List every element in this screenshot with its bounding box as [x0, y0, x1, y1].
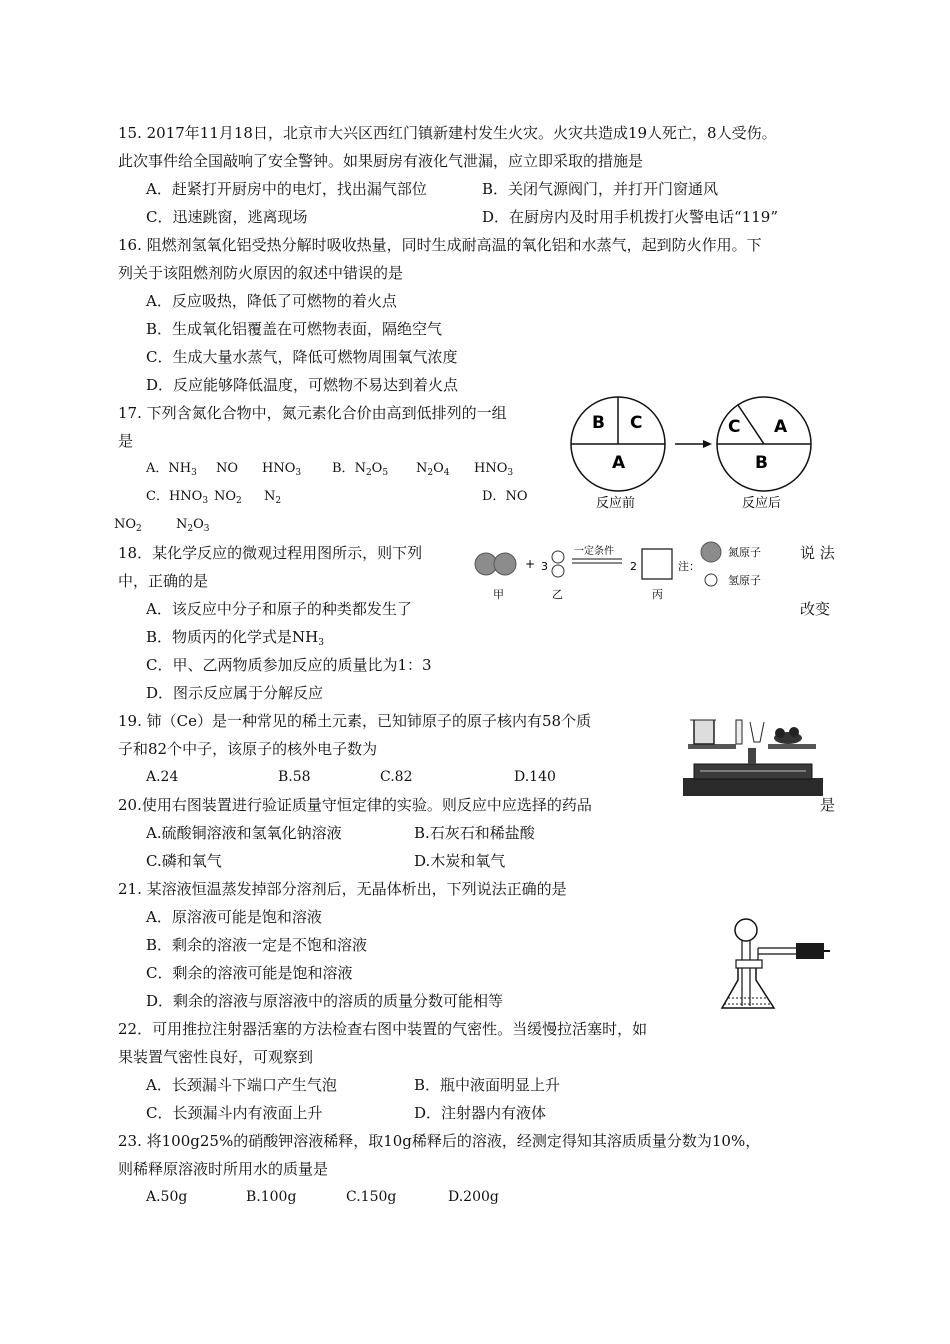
- molecule-bing-box: [642, 549, 672, 579]
- q22-option-d: D．注射器内有液体: [414, 1104, 547, 1122]
- legend-hydrogen-atom: [705, 574, 717, 586]
- q20-option-c: C.磷和氧气: [146, 852, 222, 870]
- q22-stem-line2: 果装置气密性良好，可观察到: [118, 1048, 314, 1066]
- q17-option-b-f3: $HNO_3$: [474, 461, 514, 478]
- molecule-yi: [552, 551, 564, 577]
- q15-option-a: A．赶紧打开厨房中的电灯，找出漏气部位: [146, 180, 427, 198]
- q16-option-a: A．反应吸热，降低了可燃物的着火点: [146, 292, 397, 310]
- q18-option-d: D．图示反应属于分解反应: [146, 684, 324, 702]
- caption-before: 反应前: [596, 496, 636, 511]
- q20-option-b: B.石灰石和稀盐酸: [414, 824, 535, 842]
- after-a-label: A: [774, 417, 788, 437]
- q22-option-c: C．长颈漏斗内有液面上升: [146, 1104, 323, 1122]
- q22-stem-line1: 22．可用推拉注射器活塞的方法检查右图中装置的气密性。当缓慢拉活塞时，如: [118, 1020, 648, 1038]
- q23-option-b: B.100g: [246, 1189, 297, 1205]
- q17-option-a-f3: $HNO_3$: [262, 461, 302, 478]
- before-b-label: B: [592, 413, 605, 433]
- q15-option-d: D．在厨房内及时用手机拨打火警电话“119”: [482, 208, 778, 226]
- q21-option-d: D．剩余的溶液与原溶液中的溶质的质量分数可能相等: [146, 992, 504, 1010]
- caption-after: 反应后: [742, 496, 782, 511]
- q18-molecule-figure: [470, 534, 780, 604]
- before-a-label: A: [612, 453, 626, 473]
- q21-option-a: A．原溶液可能是饱和溶液: [146, 908, 322, 926]
- q15-option-c: C．迅速跳窗，逃离现场: [146, 208, 308, 226]
- q18-stem-line2: 中，正确的是: [118, 572, 209, 590]
- coef-bing: 2: [630, 560, 637, 573]
- q17-option-a-f2: NO: [216, 461, 239, 476]
- reaction-arrow: [675, 440, 712, 448]
- q23-stem-line1: 23. 将100g25%的硝酸钾溶液稀释，取10g稀释后的溶液，经测定得知其溶质质量分数为10%，: [118, 1132, 761, 1150]
- q15-stem-line1: 15. 2017年11月18日，北京市大兴区西红门镇新建村发生火灾。火灾共造成19人死亡，8人受伤。: [118, 124, 777, 142]
- q17-option-d-f3: $N_2O_3$: [176, 517, 210, 534]
- after-circle: [717, 397, 811, 491]
- q18-option-c: C．甲、乙两物质参加反应的质量比为1：3: [146, 656, 432, 674]
- legend-hydrogen-label: 氢原子: [728, 574, 761, 587]
- condition-label: 一定条件: [574, 546, 614, 557]
- q16-stem-line2: 列关于该阻燃剂防火原因的叙述中错误的是: [118, 264, 404, 282]
- q19-stem-line1: 19. 铈（Ce）是一种常见的稀土元素，已知铈原子的原子核内有58个质: [118, 712, 592, 730]
- legend-nitrogen-atom: [701, 542, 721, 562]
- q23-option-c: C.150g: [346, 1189, 397, 1205]
- label-yi: 乙: [552, 588, 563, 601]
- q21-option-b: B．剩余的溶液一定是不饱和溶液: [146, 936, 368, 954]
- q17-reaction-figure: [566, 388, 826, 518]
- q17-option-b: B．$N_2O_5$: [332, 461, 389, 478]
- coef-yi: 3: [541, 560, 548, 573]
- q18-option-b: B．物质丙的化学式是$NH_3$: [146, 628, 324, 648]
- q18-stem-line1-tail: 说 法: [800, 544, 835, 562]
- molecule-jia: [475, 553, 516, 575]
- q19-option-c: C.82: [380, 769, 413, 785]
- after-c-label: C: [728, 417, 741, 437]
- q16-option-c: C．生成大量水蒸气，降低可燃物周围氧气浓度: [146, 348, 458, 366]
- label-jia: 甲: [493, 588, 504, 601]
- q17-option-a: A．$NH_3$: [146, 461, 197, 478]
- q20-option-d: D.木炭和氧气: [414, 852, 506, 870]
- q19-stem-line2: 子和82个中子，该原子的核外电子数为: [118, 740, 378, 758]
- q15-stem-line2: 此次事件给全国敲响了安全警钟。如果厨房有液化气泄漏，应立即采取的措施是: [118, 152, 644, 170]
- q17-option-b-f2: $N_2O_4$: [416, 461, 450, 478]
- q21-stem-line1: 21. 某溶液恒温蒸发掉部分溶剂后，无晶体析出，下列说法正确的是: [118, 880, 567, 898]
- q19-option-a: A.24: [146, 769, 179, 785]
- q21-option-c: C．剩余的溶液可能是饱和溶液: [146, 964, 353, 982]
- q17-option-d: D．NO: [482, 489, 528, 504]
- after-b-label: B: [755, 453, 768, 473]
- flask-syringe-figure: [716, 910, 832, 1014]
- balance-figure: [680, 718, 826, 798]
- q16-option-b: B．生成氧化铝覆盖在可燃物表面，隔绝空气: [146, 320, 443, 338]
- label-bing: 丙: [652, 588, 663, 601]
- q17-option-d-f2: $NO_2$: [114, 517, 142, 534]
- q22-option-a: A．长颈漏斗下端口产生气泡: [146, 1076, 337, 1094]
- q20-option-a: A.硫酸铜溶液和氢氧化钠溶液: [146, 824, 342, 842]
- q23-option-d: D.200g: [448, 1189, 499, 1205]
- q18-option-a-tail: 改变: [800, 600, 831, 618]
- q16-option-d: D．反应能够降低温度，可燃物不易达到着火点: [146, 376, 459, 394]
- q19-option-d: D.140: [514, 769, 556, 785]
- q17-option-c-f2: $NO_2$: [214, 489, 242, 506]
- q19-option-b: B.58: [278, 769, 311, 785]
- before-c-label: C: [630, 413, 643, 433]
- q18-option-a: A．该反应中分子和原子的种类都发生了: [146, 600, 412, 618]
- plus-sign: +: [525, 557, 536, 571]
- q23-stem-line2: 则稀释原溶液时所用水的质量是: [118, 1160, 329, 1178]
- q20-stem-tail: 是: [820, 796, 836, 814]
- q17-stem-line2: 是: [118, 432, 134, 450]
- q17-option-c: C．$HNO_3$: [146, 489, 209, 506]
- legend-note: 注：: [678, 560, 700, 573]
- q20-stem-line1: 20.使用右图装置进行验证质量守恒定律的实验。则反应中应选择的药品: [118, 796, 592, 814]
- q17-stem-line1: 17. 下列含氮化合物中，氮元素化合价由高到低排列的一组: [118, 404, 507, 422]
- q22-option-b: B．瓶中液面明显上升: [414, 1076, 561, 1094]
- q23-option-a: A.50g: [146, 1189, 188, 1205]
- q16-stem-line1: 16. 阻燃剂氢氧化铝受热分解时吸收热量，同时生成耐高温的氧化铝和水蒸气，起到防火作用。下: [118, 236, 762, 254]
- legend-nitrogen-label: 氮原子: [728, 546, 761, 559]
- q17-option-c-f3: $N_2$: [264, 489, 282, 506]
- before-circle: [571, 397, 665, 491]
- q18-stem-line1: 18．某化学反应的微观过程用图所示，则下列: [118, 544, 423, 562]
- q15-option-b: B．关闭气源阀门，并打开门窗通风: [482, 180, 719, 198]
